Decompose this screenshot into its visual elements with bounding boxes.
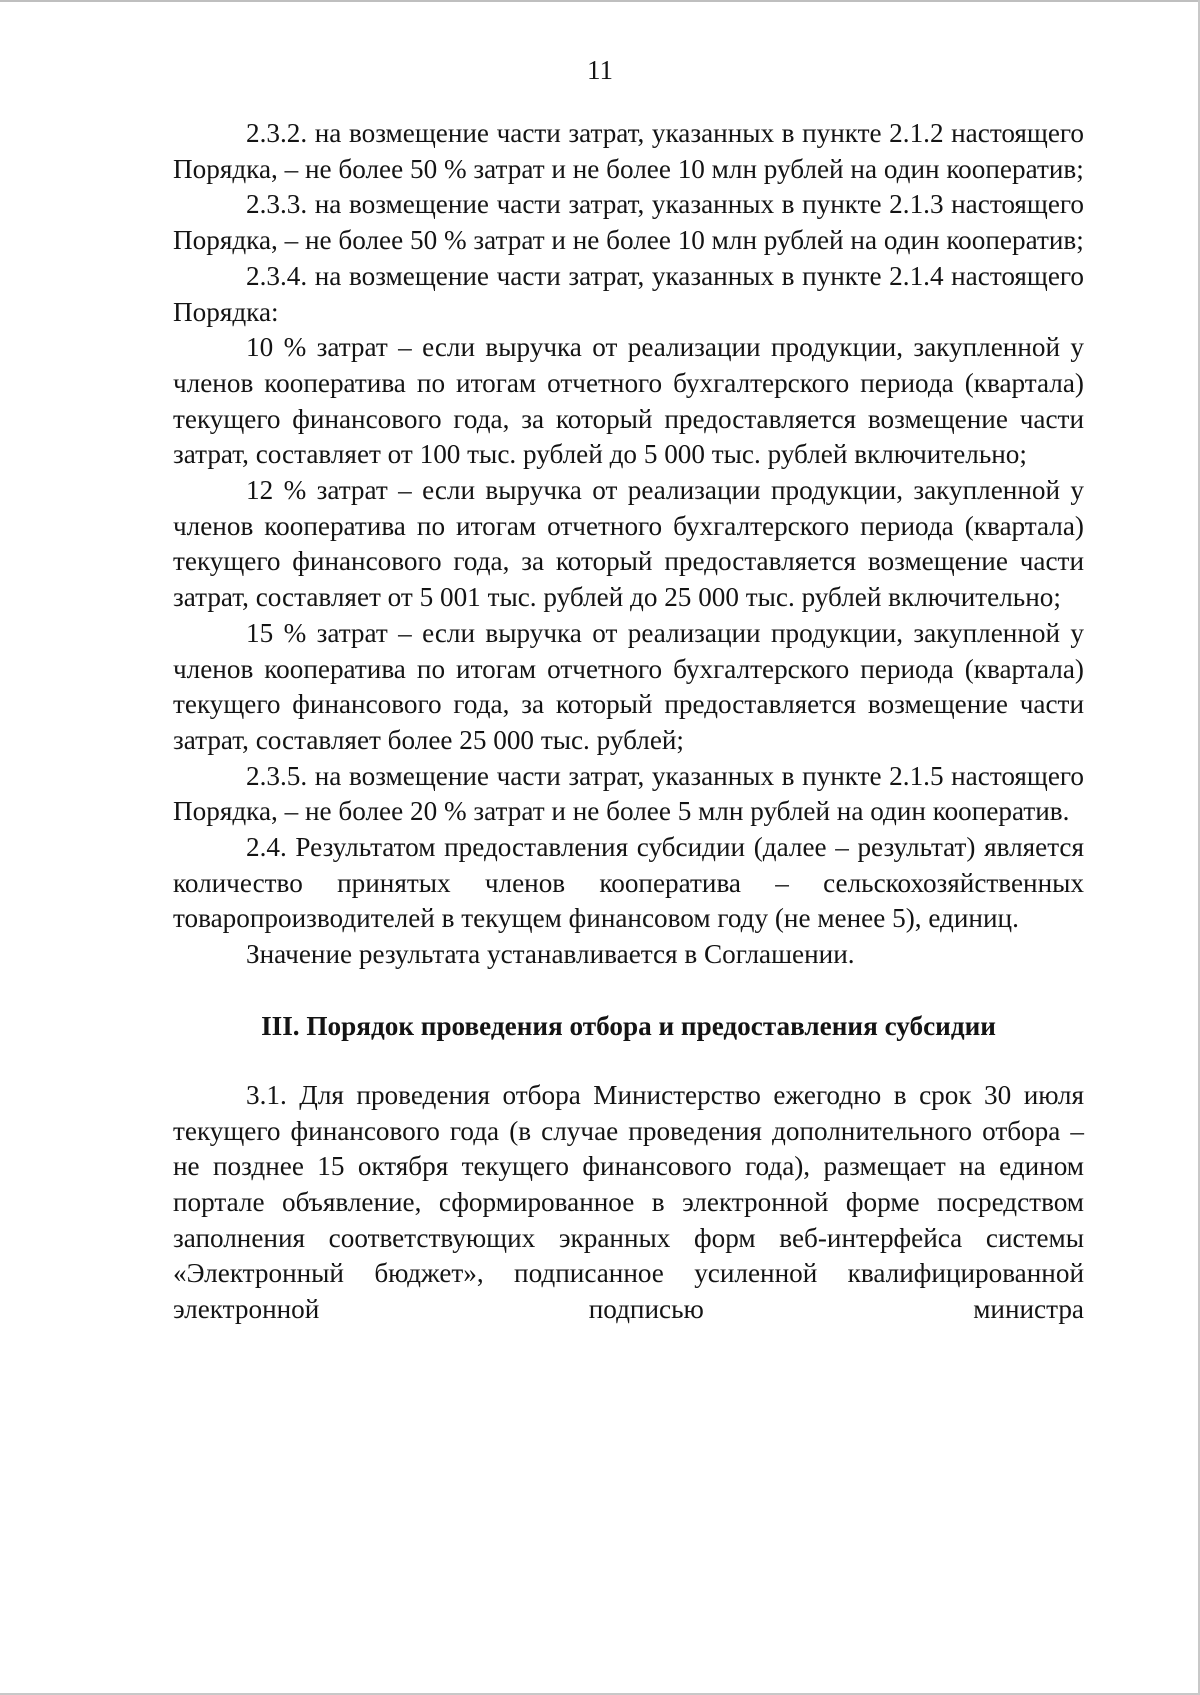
paragraph-2-3-4: 2.3.4. на возмещение части затрат, указанных в пункте 2.1.4 настоящего Порядка:	[173, 260, 1084, 327]
section-heading: III. Порядок проведения отбора и предоставления субсидии	[261, 1010, 996, 1041]
paragraph-2-3-5: 2.3.5. на возмещение части затрат, указанных в пункте 2.1.5 настоящего Порядка, – не более 20 % затрат и не более 5 млн рублей на один кооператив.	[173, 760, 1084, 827]
paragraph-12-percent: 12 % затрат – если выручка от реализации продукции, закупленной у членов кооператива по итогам отчетного бухгалтерского периода (квартала) текущего финансового года, за который предоставляется возмещение части затрат, составляет от 5 001 тыс. рублей до 25 000 тыс. рублей включительно;	[173, 475, 1084, 613]
paragraph-2-3-3: 2.3.3. на возмещение части затрат, указанных в пункте 2.1.3 настоящего Порядка, – не более 50 % затрат и не более 10 млн рублей на один кооператив;	[173, 189, 1084, 256]
paragraph-15-percent: 15 % затрат – если выручка от реализации продукции, закупленной у членов кооператива по итогам отчетного бухгалтерского периода (квартала) текущего финансового года, за который предоставляется возмещение части затрат, составляет более 25 000 тыс. рублей;	[173, 617, 1084, 755]
document-body	[173, 116, 1084, 1328]
paragraph-2-3-2: 2.3.2. на возмещение части затрат, указанных в пункте 2.1.2 настоящего Порядка, – не более 50 % затрат и не более 10 млн рублей на один кооператив;	[173, 118, 1084, 184]
scan-edge-top	[0, 0, 1200, 2]
paragraph-result-value: Значение результата устанавливается в Соглашении.	[246, 939, 855, 970]
page-number: 11	[587, 55, 613, 85]
paragraph-3-1: 3.1. Для проведения отбора Министерство ежегодно в срок 30 июля текущего финансового года (в случае проведения дополнительного отбора – не позднее 15 октября текущего финансового года), размещает на едином портале объявление, сформированное в электронной форме посредством заполнения соответствующих экранных форм веб-интерфейса системы «Электронный бюджет», подписанное усиленной квалифицированной электронной подписью министра	[173, 1079, 1084, 1325]
paragraph-10-percent: 10 % затрат – если выручка от реализации продукции, закупленной у членов кооператива по итогам отчетного бухгалтерского периода (квартала) текущего финансового года, за который предоставляется возмещение части затрат, составляет от 100 тыс. рублей до 5 000 тыс. рублей включительно;	[173, 332, 1084, 470]
paragraph-2-4: 2.4. Результатом предоставления субсидии (далее – результат) является количество принятых членов кооператива – сельскохозяйственных товаропроизводителей в текущем финансовом году (не менее 5), единиц.	[173, 832, 1084, 934]
